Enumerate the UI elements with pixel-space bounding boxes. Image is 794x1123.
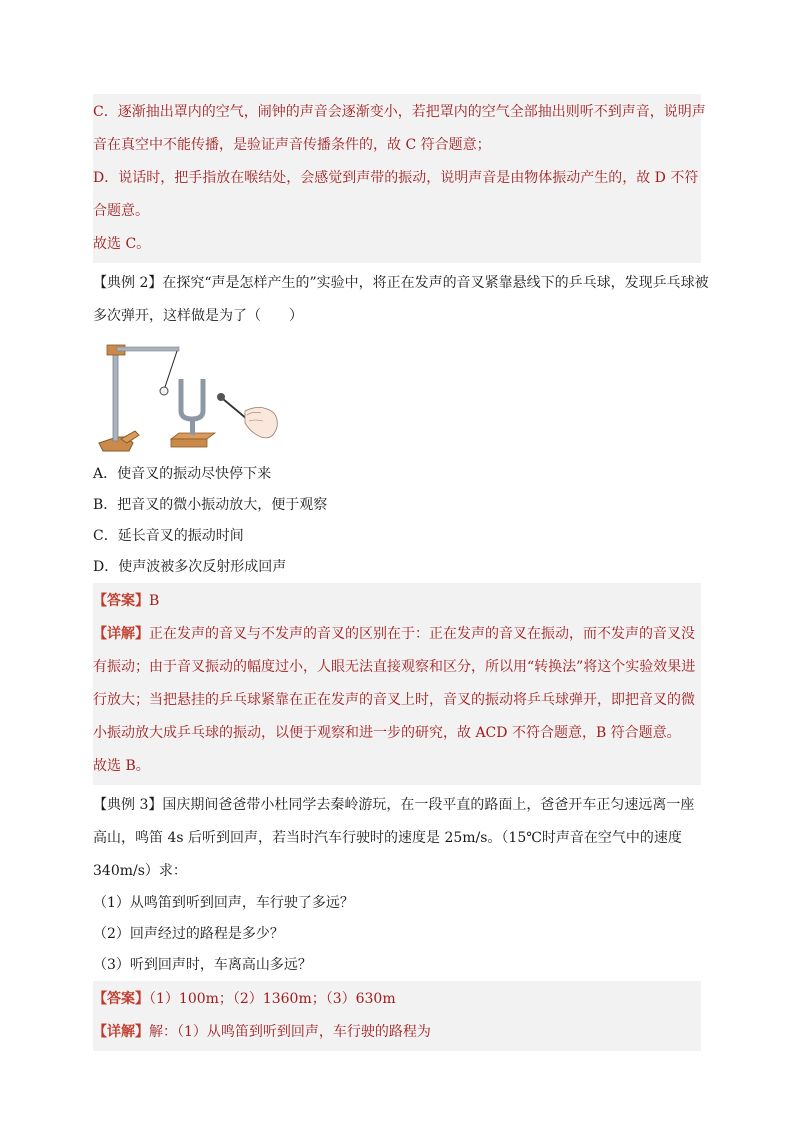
example-3-tag: 【典例 3】 <box>93 797 163 813</box>
option-b: B．把音叉的微小振动放大，便于观察 <box>93 497 328 513</box>
example-2-stem-line: 多次弹开，这样做是为了（ ） <box>93 308 303 324</box>
analysis-line: 音在真空中不能传播，是验证声音传播条件的，故 C 符合题意； <box>93 137 491 153</box>
detail-line: 【详解】正在发声的音叉与不发声的音叉的区别在于：正在发声的音叉在振动，而不发声的音叉没 <box>93 626 695 642</box>
detail-line: 有振动；由于音叉振动的幅度过小，人眼无法直接观察和区分，所以用“转换法”将这个实验效果进 <box>93 659 696 675</box>
detail-line: 故选 B。 <box>93 758 150 774</box>
example-2-analysis <box>93 583 701 785</box>
example-2-tag: 【典例 2】 <box>93 275 163 291</box>
detail-line: 【详解】解：（1）从鸣笛到听到回声，车行驶的路程为 <box>93 1024 431 1040</box>
analysis-line: 合题意。 <box>93 203 149 219</box>
sub-question-3: （3）听到回声时，车离高山多远？ <box>93 957 312 973</box>
answer-value: （1）100m；（2）1360m；（3）630m <box>149 991 396 1007</box>
option-d: D．使声波被多次反射形成回声 <box>93 559 287 575</box>
page-content <box>93 94 709 1051</box>
answer-tag: 【答案】 <box>93 593 149 609</box>
detail-line: 行放大；当把悬挂的乒乓球紧靠在正在发声的音叉上时，音叉的振动将乒乓球弹开，即把音叉的微 <box>93 692 695 708</box>
detail-line: 小振动放大成乒乓球的振动，以便于观察和进一步的研究，故 ACD 不符合题意，B 符合题意。 <box>93 725 681 741</box>
previous-analysis-block <box>93 94 706 263</box>
example-3-stem-line: 高山，鸣笛 4s 后听到回声，若当时汽车行驶时的速度是 25m/s。（15℃时声音在空气中的速度 <box>93 830 682 846</box>
example-3-stem-line: 340m/s）求： <box>93 863 187 879</box>
tuning-fork-figure <box>93 339 701 457</box>
example-2 <box>93 267 709 785</box>
option-a: A．使音叉的振动尽快停下来 <box>93 466 272 482</box>
sub-question-1: （1）从鸣笛到听到回声，车行驶了多远？ <box>93 895 354 911</box>
example-3-stem-line: 【典例 3】国庆期间爸爸带小杜同学去秦岭游玩，在一段平直的路面上，爸爸开车正匀速远离一座 <box>93 797 695 813</box>
tuning-fork-illustration <box>95 339 295 457</box>
detail-tag: 【详解】 <box>93 626 149 642</box>
analysis-line: 故选 C。 <box>93 236 151 252</box>
detail-tag: 【详解】 <box>93 1024 149 1040</box>
answer-value: B <box>149 593 160 609</box>
answer-line <box>93 585 701 618</box>
sub-question-2: （2）回声经过的路程是多少？ <box>93 926 284 942</box>
analysis-line: D．说话时，把手指放在喉结处，会感觉到声带的振动，说明声音是由物体振动产生的，故 D 不符 <box>93 170 699 186</box>
analysis-line: C．逐渐抽出罩内的空气，闹钟的声音会逐渐变小，若把罩内的空气全部抽出则听不到声音，说明声 <box>93 104 706 120</box>
example-3 <box>93 789 701 1051</box>
example-2-stem-line: 【典例 2】在探究“声是怎样产生的”实验中，将正在发声的音叉紧靠悬线下的乒乓球，发现乒乓球被 <box>93 275 709 291</box>
answer-tag: 【答案】 <box>93 991 149 1007</box>
answer-line <box>93 983 701 1016</box>
option-c: C．延长音叉的振动时间 <box>93 528 244 544</box>
example-3-analysis <box>93 981 701 1051</box>
